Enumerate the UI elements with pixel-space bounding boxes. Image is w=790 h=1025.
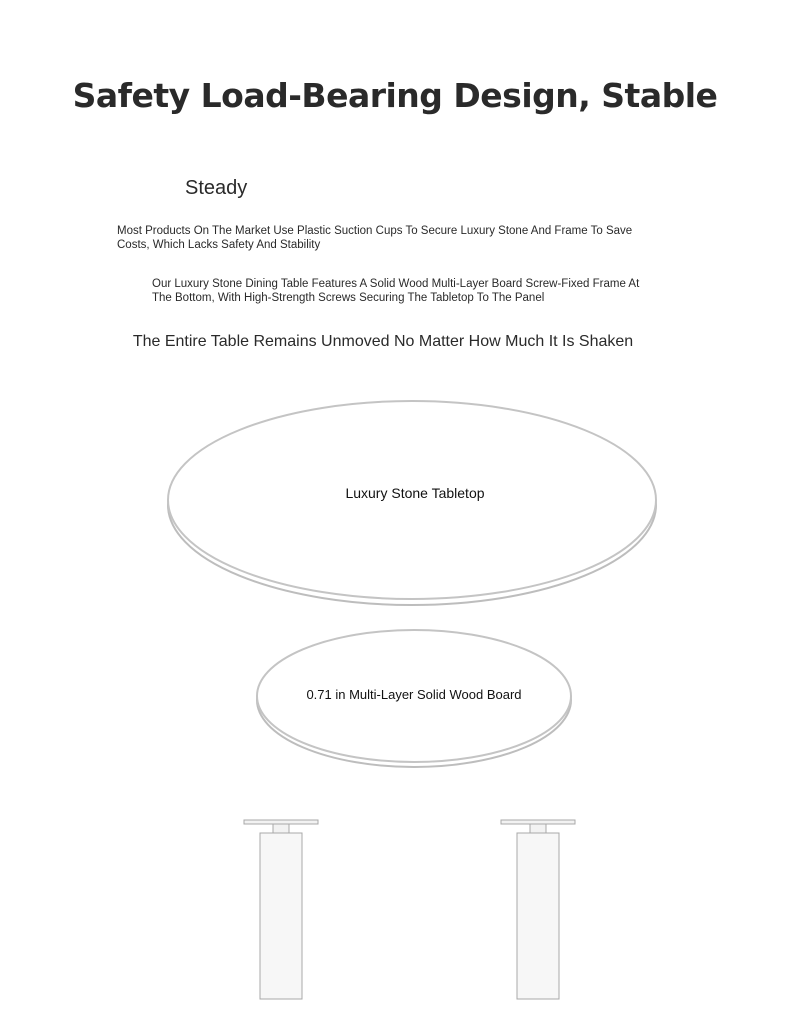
page-title: Safety Load-Bearing Design, Stable (72, 76, 718, 115)
stone-tabletop-illustration (168, 401, 656, 605)
wood-board-label: 0.71 in Multi-Layer Solid Wood Board (306, 687, 522, 702)
description-paragraph-1: Most Products On The Market Use Plastic Suction Cups To Secure Luxury Stone And Frame To Save Costs, Which Lacks Safety And Stability (117, 225, 633, 251)
table-leg-right (501, 820, 575, 999)
section-subtitle: Steady (185, 177, 248, 199)
description-paragraph-2: Our Luxury Stone Dining Table Features A Solid Wood Multi-Layer Board Screw-Fixed Frame At The Bottom, With High-Strength Screws Securing The Tabletop To The Panel (152, 278, 640, 304)
table-leg-left (244, 820, 318, 999)
tagline: The Entire Table Remains Unmoved No Matter How Much It Is Shaken (132, 333, 634, 350)
tabletop-label: Luxury Stone Tabletop (345, 485, 485, 501)
